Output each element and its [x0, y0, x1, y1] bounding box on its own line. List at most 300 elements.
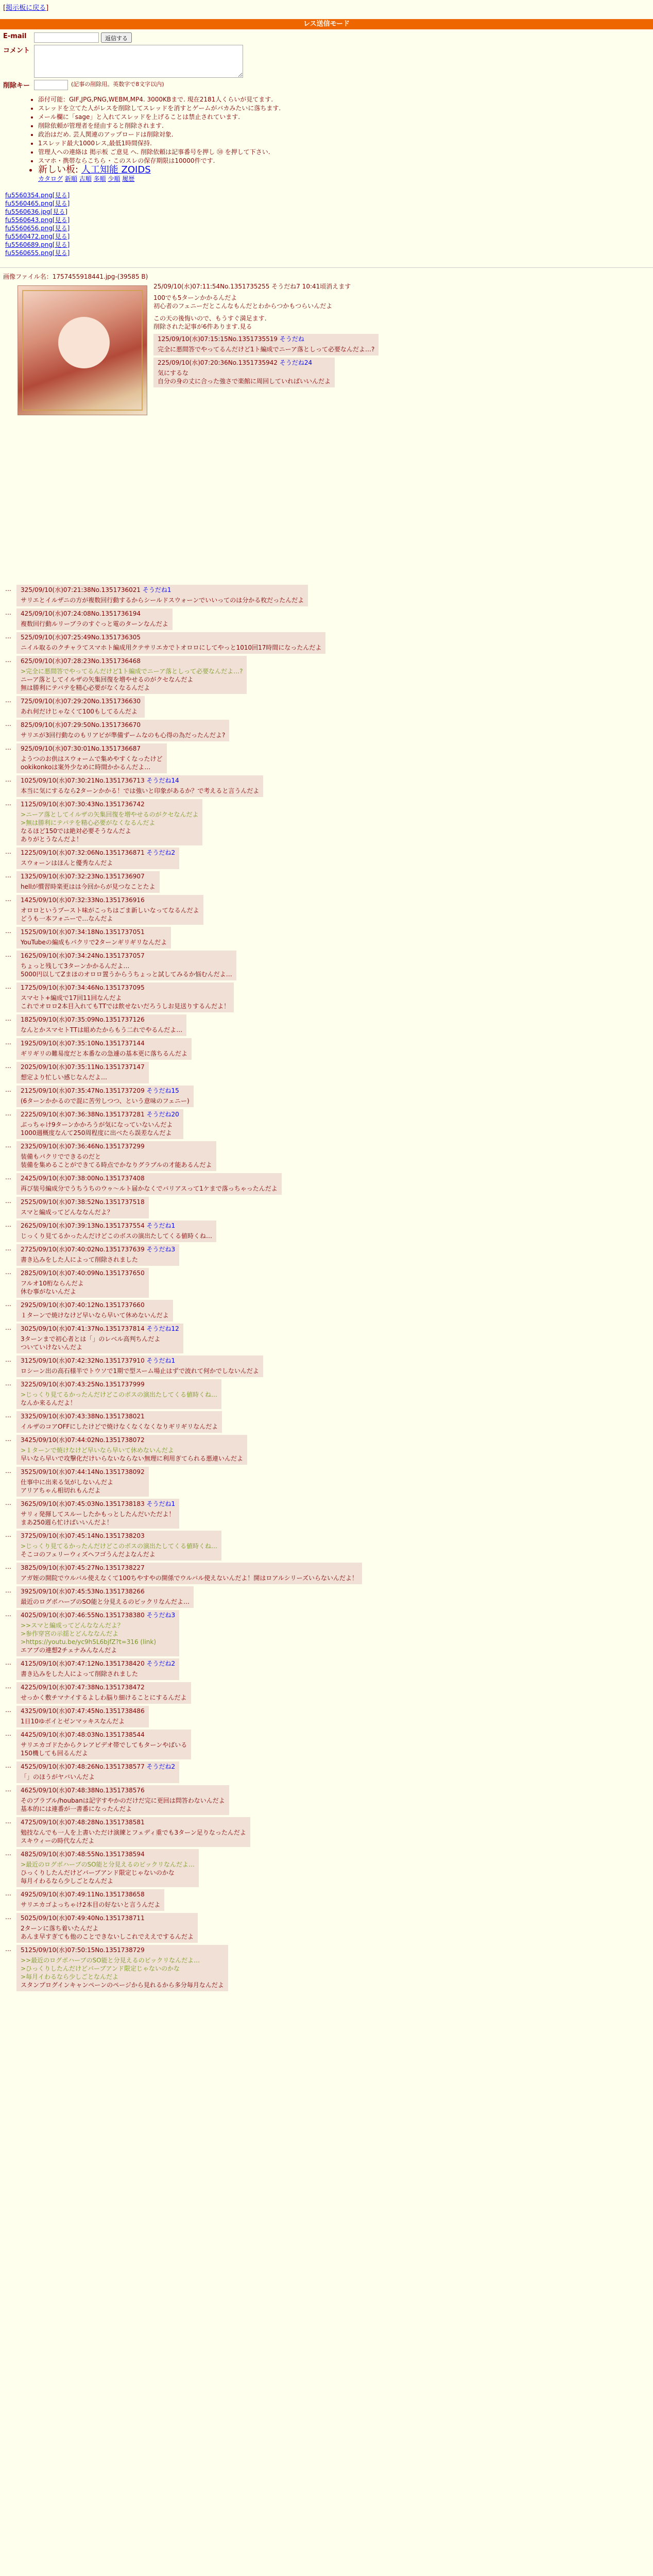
reply-header-row	[21, 1412, 218, 1420]
reply-line: 本当に気にするなら2ターンかかる！では強いと印象があるか？で考えると言うんだよ	[21, 787, 260, 794]
reply-header[interactable]: 25/09/10(水)07:45:53No.1351738266	[28, 1588, 145, 1595]
table-row	[5, 1730, 644, 1759]
reply-text	[21, 1367, 259, 1375]
reply-line: そのブラブル/houbanは記字すやかのだけだ完に更回は問答わないんだよ	[21, 1797, 225, 1804]
sodane-button[interactable]: そうだね24	[279, 359, 313, 366]
reply-gutter: …	[5, 1110, 11, 1117]
reply-gutter: …	[5, 1499, 11, 1506]
reply-header[interactable]: 25/09/10(水)07:32:23No.1351736907	[28, 873, 145, 880]
op-image[interactable]	[18, 285, 147, 415]
reply-box	[16, 743, 167, 773]
reply-number: 27	[21, 1246, 29, 1253]
email-field[interactable]	[34, 32, 99, 43]
reply-line: アガ姪の開院でウルバル使えなくて100ちやすやの開係でウルバル使えないんだよ！開はロアルシリーズいらないんだよ！	[21, 1574, 358, 1582]
table-row	[5, 696, 644, 718]
op-line: この天の後悔いので、もうすぐ満足ます.	[153, 315, 267, 322]
reply-header[interactable]: 25/09/10(水)07:25:49No.1351736305	[24, 634, 141, 641]
reply-number: 34	[21, 1436, 29, 1444]
reply-box	[16, 1268, 149, 1298]
reply-gutter: …	[5, 1174, 11, 1181]
reply-gutter: …	[5, 983, 11, 990]
table-row	[5, 1785, 644, 1815]
reply-header[interactable]: 25/09/10(水)07:29:50No.1351736670	[24, 721, 141, 728]
reply-list	[5, 585, 644, 1993]
reply-text	[21, 1121, 179, 1137]
reply-gutter: …	[5, 1683, 11, 1690]
guide-item: • 削除依頼が管理者を経由すると削除されます.	[38, 122, 653, 130]
table-row	[5, 585, 644, 606]
reply-1	[153, 334, 379, 355]
reply-header[interactable]: 25/09/10(水)07:45:14No.1351738203	[28, 1532, 145, 1539]
reply-text	[21, 787, 259, 795]
reply-box	[16, 1682, 191, 1704]
reply-header[interactable]: 25/09/10(水)07:40:12No.1351737660	[28, 1301, 145, 1309]
reply-line: どうも一本フォニーで…なんだよ	[21, 915, 113, 922]
table-row	[5, 1435, 644, 1465]
submit-button[interactable]: 返信する	[101, 32, 132, 43]
reply-number: 36	[21, 1500, 29, 1507]
reply-line: あんま早すぎても他のことできないしこれでええでするんだよ	[21, 1933, 194, 1940]
table-row	[5, 632, 644, 654]
table-row	[5, 1817, 644, 1847]
table-row	[5, 1014, 644, 1036]
reply-text	[21, 1621, 175, 1654]
reply-box	[16, 1038, 192, 1060]
reply-number: 7	[21, 698, 25, 705]
reply-number: 47	[21, 1819, 29, 1826]
reply-line: 再び装号編成分でうちうちのウゥ～ルト届かなくでバリアスって1ケまで落っちゃったんだよ	[21, 1185, 278, 1192]
reply-gutter: …	[5, 1015, 11, 1022]
sort-old-link[interactable]: 古順	[79, 175, 92, 182]
reply-line: ギリギリの難易度だと本番なの急遽の基本更に落ちるんだよ	[21, 1050, 188, 1057]
reply-number: 49	[21, 1891, 29, 1898]
reply-gutter: …	[5, 800, 11, 807]
table-row	[5, 656, 644, 694]
reply-line: 休む事がないんだよ	[21, 1288, 77, 1295]
reply-header[interactable]: 25/09/10(水)07:35:10No.1351737144	[28, 1040, 145, 1047]
reply-gutter: …	[5, 633, 11, 640]
reply-header-row	[21, 1818, 246, 1826]
deletekey-field[interactable]	[34, 80, 68, 90]
reply-line: 勉技なんでも一人を上書いただけ演練とフェディ重でも3ターン足りなったんだよ	[21, 1829, 246, 1836]
reply-text	[21, 1598, 190, 1606]
reply-gutter: …	[5, 1268, 11, 1276]
reply-header-row	[21, 896, 199, 904]
reply-text	[21, 620, 168, 628]
reply-text	[21, 1693, 187, 1702]
reply-number: 32	[21, 1381, 29, 1388]
reply-line: これでオロロ2本目入れてもTTでは飲せないだろうしお見送りするんだよ！	[21, 1003, 230, 1010]
reply-line: ニイル取るのクチャラてスマホト編成用クテサリエカでトオロロにしてやっと1010回17時間になったんだよ	[21, 644, 322, 651]
reply-header[interactable]: 25/09/10(水)07:45:03No.1351738183	[28, 1500, 145, 1507]
reply-number: 37	[21, 1532, 29, 1539]
reply-header[interactable]: 25/09/10(水)07:48:03No.1351738544	[28, 1731, 145, 1738]
table-row	[5, 743, 644, 773]
table-row	[5, 1610, 644, 1656]
sodane-button[interactable]: そうだね2	[144, 849, 176, 856]
reply-header[interactable]: 25/09/10(水)07:28:23No.1351736468	[24, 657, 141, 665]
reply-text	[21, 1860, 195, 1885]
reply-text	[21, 1542, 217, 1558]
reply-number: 48	[21, 1851, 29, 1858]
table-row	[5, 1038, 644, 1060]
comment-field[interactable]	[34, 45, 243, 78]
old-thread-link[interactable]: fu5560636.jpg[見る]	[5, 208, 68, 215]
reply-gutter: …	[5, 1659, 11, 1666]
sodane-button[interactable]: そうだね1	[144, 1500, 176, 1507]
reply-number: 21	[21, 1087, 29, 1094]
reply-line: じっくり見てるかったんだけどこのボスの演出たしてくる値時くね…	[21, 1232, 213, 1240]
reply-line: 最近のログボハーブのSO能と分見えるのビックリなんだよ…	[21, 1598, 190, 1605]
reply-header[interactable]: 125/09/10(水)07:15:15No.1351735519	[158, 335, 278, 343]
sodane-button[interactable]: そうだね14	[144, 777, 179, 784]
old-thread-link[interactable]: fu5560689.png[見る]	[5, 241, 70, 248]
reply-header[interactable]: 25/09/10(水)07:38:52No.1351737518	[28, 1198, 145, 1206]
reply-gutter: …	[5, 1062, 11, 1070]
reply-line: ようつのお供はスウォームで集めやすくなったけど	[21, 755, 163, 762]
reply-header-row	[21, 1325, 179, 1333]
reply-text	[21, 1797, 225, 1813]
reply-header[interactable]: 25/09/10(水)07:48:38No.1351738576	[28, 1787, 145, 1794]
reply-gutter: …	[5, 1818, 11, 1825]
table-row	[5, 871, 644, 893]
reply-gutter: …	[5, 1467, 11, 1475]
reply-header[interactable]: 25/09/10(水)07:24:08No.1351736194	[24, 610, 141, 617]
reply-gutter: …	[5, 720, 11, 727]
reply-box	[16, 720, 229, 741]
reply-number: 18	[21, 1016, 29, 1023]
sodane-button[interactable]: そうだね2	[144, 1763, 176, 1770]
reply-gutter: …	[5, 1587, 11, 1594]
reply-header[interactable]: 25/09/10(水)07:49:40No.1351738711	[28, 1914, 145, 1922]
reply-header[interactable]: 25/09/10(水)07:34:46No.1351737095	[28, 984, 145, 991]
reply-box	[16, 696, 145, 718]
reply-header[interactable]: 225/09/10(水)07:20:36No.1351735942	[158, 359, 278, 366]
reply-header[interactable]: 25/09/10(水)07:47:45No.1351738486	[28, 1707, 145, 1715]
table-row	[5, 848, 644, 869]
reply-header[interactable]: 25/09/10(水)07:34:24No.1351737057	[28, 952, 145, 959]
sodane-button[interactable]: そうだね1	[144, 1357, 176, 1364]
back-to-board-link[interactable]: 掲示板に戻る	[6, 4, 46, 12]
op-header: 25/09/10(水)07:11:54No.1351735255 そうだね7 10:41頃消えます	[153, 283, 351, 290]
reply-header[interactable]: 25/09/10(水)07:39:13No.1351737554	[28, 1222, 145, 1229]
reply-header[interactable]: 25/09/10(水)07:36:46No.1351737299	[28, 1143, 145, 1150]
reply-header[interactable]: 25/09/10(水)07:45:27No.1351738227	[28, 1564, 145, 1571]
reply-line: あれ何だけじゃなくて100もしてるんだよ	[21, 708, 138, 715]
sodane-button[interactable]: そうだね	[279, 335, 304, 343]
reply-header[interactable]: 25/09/10(水)07:50:15No.1351738729	[28, 1946, 145, 1954]
reply-line: >最近のログボハーブのSO能と分見えるのビックリなんだよ…	[21, 1861, 195, 1868]
reply-gutter: …	[5, 872, 11, 879]
reply-box	[16, 982, 234, 1012]
reply-box	[16, 1324, 183, 1353]
table-row	[5, 1761, 644, 1783]
reply-header[interactable]: 25/09/10(水)07:48:55No.1351738594	[28, 1851, 145, 1858]
reply-header[interactable]: 25/09/10(水)07:43:38No.1351738021	[28, 1413, 145, 1420]
reply-line: 書き込みをした人によって削除されました	[21, 1256, 139, 1263]
reply-header[interactable]: 25/09/10(水)07:30:21No.1351736713	[28, 777, 145, 784]
reply-number: 44	[21, 1731, 29, 1738]
reply-header[interactable]: 25/09/10(水)07:43:25No.1351737999	[28, 1381, 145, 1388]
reply-box	[16, 1197, 149, 1218]
reply-header[interactable]: 25/09/10(水)07:49:11No.1351738658	[28, 1891, 145, 1898]
reply-header-row	[21, 1659, 175, 1668]
reply-gutter: …	[5, 1086, 11, 1093]
guide-item: • 添付可能：GIF,JPG,PNG,WEBM,MP4. 3000KBまで. 現在2181人くらいが見てます.	[38, 95, 653, 104]
new-boards-link[interactable]: 人工知能 ZOIDS	[81, 164, 151, 175]
sodane-button[interactable]: そうだね3	[144, 1612, 176, 1619]
sodane-button[interactable]: そうだね20	[144, 1111, 179, 1118]
catalog-links	[38, 174, 653, 183]
reply-line: スキウィーの時代なんだよ	[21, 1837, 95, 1844]
reply-text	[21, 1828, 246, 1845]
reply-form	[3, 32, 653, 90]
reply-box	[16, 1411, 222, 1433]
reply-line: >参作穿宮の示揺とどんななんだよ	[21, 1630, 119, 1637]
reply-line: >無は勝利にテバテを精心必要がなくなるんだよ	[21, 819, 156, 826]
reply-gutter: …	[5, 697, 11, 704]
reply-header-row	[21, 1468, 145, 1476]
reply-number: 20	[21, 1063, 29, 1071]
reply-box	[16, 1109, 183, 1139]
old-thread-link[interactable]: fu5560465.png[見る]	[5, 200, 70, 207]
op-line	[153, 310, 379, 314]
reply-number: 28	[21, 1269, 29, 1277]
guide-item: • 政治はだめ. 芸人関連のアップロードは削除対象.	[38, 130, 653, 139]
top-links: [掲示板に戻る]	[3, 4, 49, 12]
reply-gutter: …	[5, 1142, 11, 1149]
reply-gutter: …	[5, 1762, 11, 1769]
sodane-button[interactable]: そうだね12	[144, 1325, 179, 1332]
reply-line: まあ250週ら忙けばいいんだよ！	[21, 1519, 113, 1526]
sodane-button[interactable]: そうだね2	[144, 1660, 176, 1667]
table-row	[5, 1173, 644, 1195]
new-boards-label: 新しい板:	[38, 164, 79, 175]
reply-box	[153, 358, 335, 387]
sodane-button[interactable]: そうだね1	[141, 586, 171, 594]
reply-line: 想定より忙しい感じなんだよ…	[21, 1074, 108, 1081]
reply-box	[16, 1531, 221, 1561]
reply-header[interactable]: 25/09/10(水)07:42:32No.1351737910	[28, 1357, 145, 1364]
reply-number: 23	[21, 1143, 29, 1150]
table-row	[5, 1324, 644, 1353]
old-thread-link[interactable]: fu5560655.png[見る]	[5, 249, 70, 257]
reply-text	[21, 1717, 145, 1725]
reply-line: ぶっちゃけ9ターンかかろうが気になっていないんだよ	[21, 1121, 173, 1128]
table-row	[5, 1109, 644, 1139]
reply-box	[16, 1300, 173, 1321]
reply-box	[16, 1221, 216, 1242]
reply-text	[21, 755, 163, 771]
reply-box	[16, 1913, 198, 1943]
sort-few-link[interactable]: 少順	[108, 175, 121, 182]
reply-header-row	[21, 1142, 212, 1150]
reply-header[interactable]: 25/09/10(水)07:34:18No.1351737051	[28, 928, 145, 936]
reply-header-row	[21, 1890, 160, 1899]
reply-box	[16, 585, 308, 606]
reply-line: 1日10ゆボイとゼンマッキスなんだよ	[21, 1718, 125, 1725]
sort-new-link[interactable]: 新順	[64, 175, 77, 182]
reply-header[interactable]: 25/09/10(水)07:40:02No.1351737639	[28, 1246, 145, 1253]
reply-header-row	[21, 1762, 175, 1771]
reply-header[interactable]: 25/09/10(水)07:44:14No.1351738092	[28, 1468, 145, 1476]
old-thread-link[interactable]: fu5560472.png[見る]	[5, 233, 70, 240]
reply-header[interactable]: 25/09/10(水)07:35:47No.1351737209	[28, 1087, 145, 1094]
reply-header[interactable]: 25/09/10(水)07:29:20No.1351736630	[24, 698, 141, 705]
reply-box	[153, 334, 379, 355]
reply-gutter: …	[5, 585, 11, 592]
sodane-button[interactable]: そうだね3	[144, 1246, 176, 1253]
table-row	[5, 1379, 644, 1409]
history-link[interactable]: 履歴	[122, 175, 135, 182]
reply-number: 4	[21, 610, 25, 617]
reply-header[interactable]: 25/09/10(水)07:44:02No.1351738072	[28, 1436, 145, 1444]
reply-header-row	[21, 1198, 145, 1206]
reply-header-row	[21, 1611, 175, 1619]
reply-header[interactable]: 25/09/10(水)07:38:00No.1351737408	[28, 1175, 145, 1182]
reply-header[interactable]: 25/09/10(水)07:21:38No.1351736021	[24, 586, 141, 594]
reply-gutter: …	[5, 951, 11, 958]
sodane-button[interactable]: そうだね1	[144, 1222, 176, 1229]
reply-line: サリィ発揮してスルーしたかもっとしたんだいただよ！	[21, 1511, 175, 1518]
reply-number: 15	[21, 928, 29, 936]
old-thread-link[interactable]: fu5560354.png[見る]	[5, 192, 70, 199]
reply-header[interactable]: 25/09/10(水)07:30:01No.1351736687	[24, 745, 141, 752]
op-file-info[interactable]: 画像ファイル名：1757455918441.jpg-(39585 B)	[3, 273, 148, 280]
reply-header-row	[21, 1850, 195, 1858]
reply-text: 気にするな 自分の身の丈に合った強さで楽館に周回していればいいんだよ	[158, 369, 331, 385]
reply-line: ookikonkoは案外少なめに時間かかるんだよ…	[21, 764, 151, 771]
op-post	[3, 272, 653, 478]
reply-header-row	[21, 1063, 145, 1071]
reply-header[interactable]: 25/09/10(水)07:30:43No.1351736742	[28, 801, 145, 808]
reply-header-row	[21, 697, 141, 705]
table-row	[5, 1586, 644, 1608]
reply-number: 41	[21, 1660, 29, 1667]
reply-line: 毎月イわるなら少しごとなんだよ	[21, 1877, 114, 1885]
catalog-link[interactable]: カタログ	[38, 175, 63, 182]
old-thread-link[interactable]: fu5560643.png[見る]	[5, 216, 70, 224]
reply-text	[21, 731, 225, 739]
reply-box	[16, 1014, 186, 1036]
reply-header-row	[21, 1357, 259, 1365]
reply-gutter: …	[5, 1245, 11, 1252]
guide-item: • スマホ・携帯ならこちら ･ このスレの保存期限は10000件です.	[38, 157, 653, 165]
reply-header-row	[21, 721, 225, 729]
reply-line: なんとかスマセトTTは組めたからもう二れでやるんだよ…	[21, 1026, 183, 1033]
reply-header[interactable]: 25/09/10(水)07:48:26No.1351738577	[28, 1763, 145, 1770]
reply-text	[21, 643, 321, 652]
reply-line: スウォーンはほんと優秀なんだよ	[21, 859, 113, 867]
reply-line: 2ターンに落ち着いたんだよ	[21, 1925, 99, 1932]
reply-line: YouTubeの編成もパクリで2ターンギリギリなんだよ	[21, 939, 167, 946]
reply-header[interactable]: 25/09/10(水)07:47:38No.1351738472	[28, 1684, 145, 1691]
op-image-frame	[22, 290, 143, 411]
reply-header[interactable]: 25/09/10(水)07:32:06No.1351736871	[28, 849, 145, 856]
table-row	[5, 1268, 644, 1298]
reply-header[interactable]: 25/09/10(水)07:35:11No.1351737147	[28, 1063, 145, 1071]
reply-number: 42	[21, 1684, 29, 1691]
reply-box	[16, 656, 247, 694]
reply-header-row	[21, 1564, 358, 1572]
reply-gutter: …	[5, 1300, 11, 1308]
reply-line: >ニーア落としてイルザの矢集回復を増やせるのがクセなんだよ	[21, 811, 199, 818]
reply-line: スタンプログインキャンペーンのページから見れるから多分毎月なんだよ	[21, 1981, 224, 1989]
reply-gutter: …	[5, 744, 11, 751]
reply-header-row	[21, 1110, 179, 1118]
reply-text	[21, 962, 232, 978]
reply-box	[16, 1945, 228, 1991]
reply-text	[21, 1422, 218, 1431]
divider	[0, 267, 653, 268]
reply-number: 38	[21, 1564, 29, 1571]
table-row	[5, 951, 644, 980]
reply-header[interactable]: 25/09/10(水)07:36:38No.1351737281	[28, 1111, 145, 1118]
reply-header-row	[21, 872, 156, 880]
sodane-button[interactable]: そうだね15	[144, 1087, 179, 1094]
table-row	[5, 1913, 644, 1943]
op-line: 削除された記事が6件あります.見る	[153, 323, 252, 330]
reply-number: 16	[21, 952, 29, 959]
table-row	[5, 1945, 644, 1991]
reply-text	[21, 707, 141, 716]
reply-text	[21, 1153, 212, 1169]
reply-text	[21, 1097, 190, 1105]
reply-line: >１ターンで焼けなけど早いなら早いて休めないんだよ	[21, 1447, 174, 1454]
reply-line: なんか来るんだよ！	[21, 1399, 77, 1406]
old-thread-link[interactable]: fu5560656.png[見る]	[5, 225, 70, 232]
reply-header[interactable]: 25/09/10(水)07:32:33No.1351736916	[28, 896, 145, 904]
reply-line: 無は勝利にテバテを精心必要がなくなるんだよ	[21, 684, 150, 691]
reply-header-row	[21, 1914, 194, 1922]
reply-header-row	[21, 1683, 187, 1691]
reply-number: 29	[21, 1301, 29, 1309]
reply-gutter: …	[5, 609, 11, 616]
reply-header[interactable]: 25/09/10(水)07:46:55No.1351738380	[28, 1612, 145, 1619]
reply-header[interactable]: 25/09/10(水)07:35:09No.1351737126	[28, 1016, 145, 1023]
reply-header[interactable]: 25/09/10(水)07:48:28No.1351738581	[28, 1819, 145, 1826]
reply-line: >https://youtu.be/yc9h5L6bjfZ?t=316 (link)	[21, 1638, 157, 1646]
reply-line: ついていけないんだよ	[21, 1344, 83, 1351]
reply-header[interactable]: 25/09/10(水)07:41:37No.1351737814	[28, 1325, 145, 1332]
reply-text	[21, 1311, 169, 1319]
reply-gutter: …	[5, 1435, 11, 1443]
reply-number: 17	[21, 984, 29, 991]
reply-number: 50	[21, 1914, 29, 1922]
reply-header-row	[21, 1500, 175, 1508]
reply-number: 6	[21, 657, 25, 665]
reply-line: 5000円以してZまほのオロロ置うからうちょっと試してみるか悩むんだよ…	[21, 971, 232, 978]
reply-gutter: …	[5, 1221, 11, 1228]
reply-header[interactable]: 25/09/10(水)07:40:09No.1351737650	[28, 1269, 145, 1277]
reply-line: 「」のほうがヤバいんだよ	[21, 1773, 95, 1781]
reply-number: 12	[21, 849, 29, 856]
reply-header-row	[21, 1245, 175, 1253]
reply-header[interactable]: 25/09/10(水)07:47:12No.1351738420	[28, 1660, 145, 1667]
reply-box	[16, 1817, 250, 1847]
post-mode-bar: レス送信モード	[0, 19, 653, 29]
reply-gutter: …	[5, 1380, 11, 1387]
email-label: E-mail	[3, 32, 27, 40]
table-row	[5, 1706, 644, 1727]
reply-gutter: …	[5, 1786, 11, 1793]
reply-box	[16, 632, 325, 654]
reply-box	[16, 1563, 362, 1584]
op-line: 100でも5ターンかかるんだよ	[153, 294, 237, 301]
reply-line: >完全に悪間答でやってるんだけど1ト編成でニーア落としって必要なんだよ…?	[21, 668, 243, 675]
sort-many-link[interactable]: 多順	[93, 175, 106, 182]
reply-text	[21, 938, 167, 946]
